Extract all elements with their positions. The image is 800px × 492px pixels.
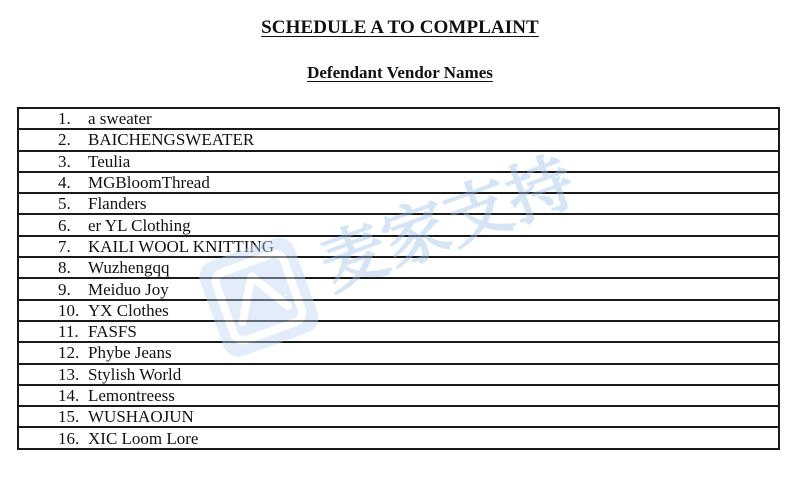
row-number: 8. [58,258,71,278]
row-number: 10. [58,300,80,320]
vendor-cell [18,214,779,235]
table-row [18,427,779,448]
table-row [18,406,779,427]
row-number: 7. [58,236,71,256]
page-title: SCHEDULE A TO COMPLAINT [261,17,539,38]
table-row [18,236,779,257]
table-row [18,364,779,385]
row-number: 15. [58,407,80,427]
vendor-name: Meiduo Joy [88,279,169,299]
vendor-cell [18,321,779,342]
row-number: 12. [58,343,80,363]
vendor-cell [18,364,779,385]
vendor-name: KAILI WOOL KNITTING [88,236,275,256]
row-number: 9. [58,279,71,299]
vendor-name: Phybe Jeans [88,343,172,363]
vendor-cell [18,129,779,150]
vendor-name: XIC Loom Lore [88,428,199,448]
row-number: 2. [58,130,71,150]
table-row [18,321,779,342]
table-row [18,193,779,214]
row-number: 3. [58,151,71,171]
vendor-cell [18,108,779,129]
watermark-text: 麦家支持 [310,142,585,306]
table-row [18,278,779,299]
vendor-name: a sweater [88,109,152,129]
vendor-cell [18,427,779,448]
row-number: 6. [58,215,71,235]
row-number: 4. [58,173,71,193]
vendor-name: MGBloomThread [88,173,210,193]
vendor-cell [18,236,779,257]
vendor-cell [18,385,779,406]
table-row [18,108,779,129]
vendor-name: Stylish World [88,364,182,384]
row-number: 16. [58,428,80,448]
row-number: 5. [58,194,71,214]
vendor-cell [18,172,779,193]
table-row [18,257,779,278]
vendor-name: Wuzhengqq [88,258,170,278]
vendor-cell [18,342,779,363]
page-subtitle: Defendant Vendor Names [307,63,493,82]
vendor-table [17,107,780,450]
table-row [18,129,779,150]
row-number: 11. [58,322,79,342]
vendor-name: YX Clothes [88,300,169,320]
table-row [18,214,779,235]
vendor-name: Lemontreess [88,386,175,405]
vendor-cell [18,300,779,321]
row-number: 13. [58,364,80,384]
vendor-name: Teulia [88,151,131,171]
vendor-name: FASFS [88,322,137,342]
table-row [18,151,779,172]
vendor-cell [18,193,779,214]
vendor-name: WUSHAOJUN [88,407,194,427]
row-number: 14. [58,386,80,405]
vendor-name: BAICHENGSWEATER [88,130,255,150]
vendor-cell [18,151,779,172]
vendor-cell [18,257,779,278]
vendor-cell [18,406,779,427]
vendor-cell [18,278,779,299]
table-row [18,300,779,321]
table-row [18,172,779,193]
vendor-name: Flanders [88,194,147,214]
table-row [18,342,779,363]
vendor-name: er YL Clothing [88,215,191,235]
row-number: 1. [58,109,71,129]
table-row [18,385,779,406]
